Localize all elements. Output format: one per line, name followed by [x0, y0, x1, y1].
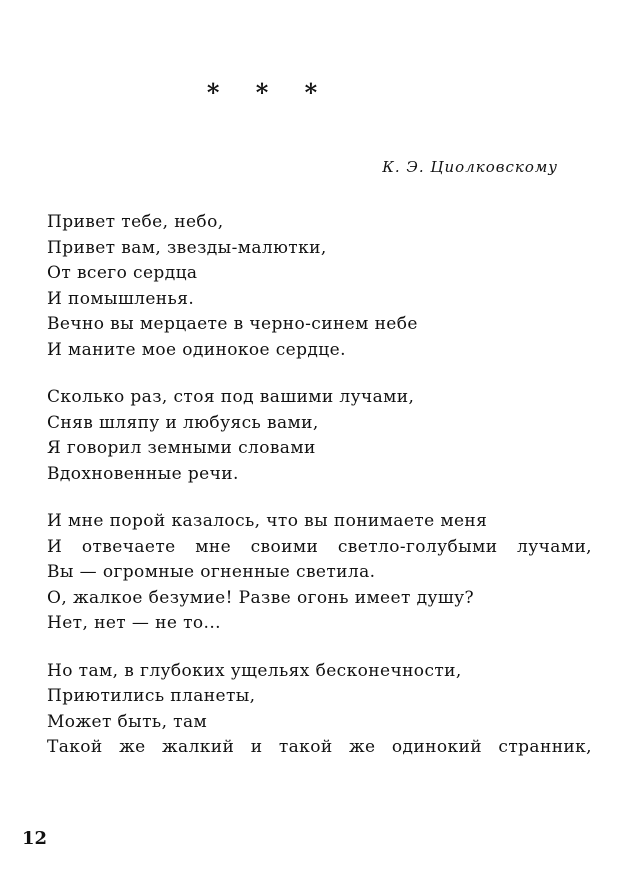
- section-divider-asterisks: * * *: [206, 78, 332, 107]
- poem-line: Вдохновенные речи.: [47, 463, 239, 484]
- poem-line: От всего сердца: [47, 263, 198, 283]
- poem-line: И маните мое одинокое сердце.: [47, 339, 346, 360]
- poem-body: [47, 210, 592, 783]
- poem-line: И мне порой казалось, что вы понимаете меня: [47, 511, 488, 531]
- stanza-4: [47, 659, 592, 761]
- poem-line: Сколько раз, стоя под вашими лучами,: [47, 387, 415, 407]
- stanza-3: [47, 509, 592, 637]
- poem-line: Сняв шляпу и любуясь вами,: [47, 412, 319, 433]
- poem-line: И отвечаете мне своими светло-голубыми лучами,: [47, 536, 592, 557]
- dedication: К. Э. Циолковскому: [382, 158, 558, 176]
- poem-line: Я говорил земными словами: [47, 438, 316, 458]
- poem-line: Приютились планеты,: [47, 686, 256, 706]
- poem-line: Привет вам, звезды-малютки,: [47, 237, 327, 258]
- poem-line: Может быть, там: [47, 711, 208, 732]
- poem-line: Вы — огромные огненные светила.: [47, 562, 376, 582]
- stanza-2: [47, 385, 592, 487]
- poem-line: Такой же жалкий и такой же одинокий странник,: [47, 737, 592, 757]
- stanza-1: [47, 210, 592, 363]
- poem-line: О, жалкое безумие! Разве огонь имеет душу?: [47, 587, 474, 608]
- page-number: 12: [22, 828, 48, 849]
- poem-line: Привет тебе, небо,: [47, 212, 224, 232]
- poem-line: И помышленья.: [47, 288, 195, 309]
- poem-line: Нет, нет — не то...: [47, 613, 221, 633]
- poem-line: Но там, в глубоких ущельях бесконечности,: [47, 660, 462, 681]
- poem-line: Вечно вы мерцаете в черно-синем небе: [47, 314, 418, 334]
